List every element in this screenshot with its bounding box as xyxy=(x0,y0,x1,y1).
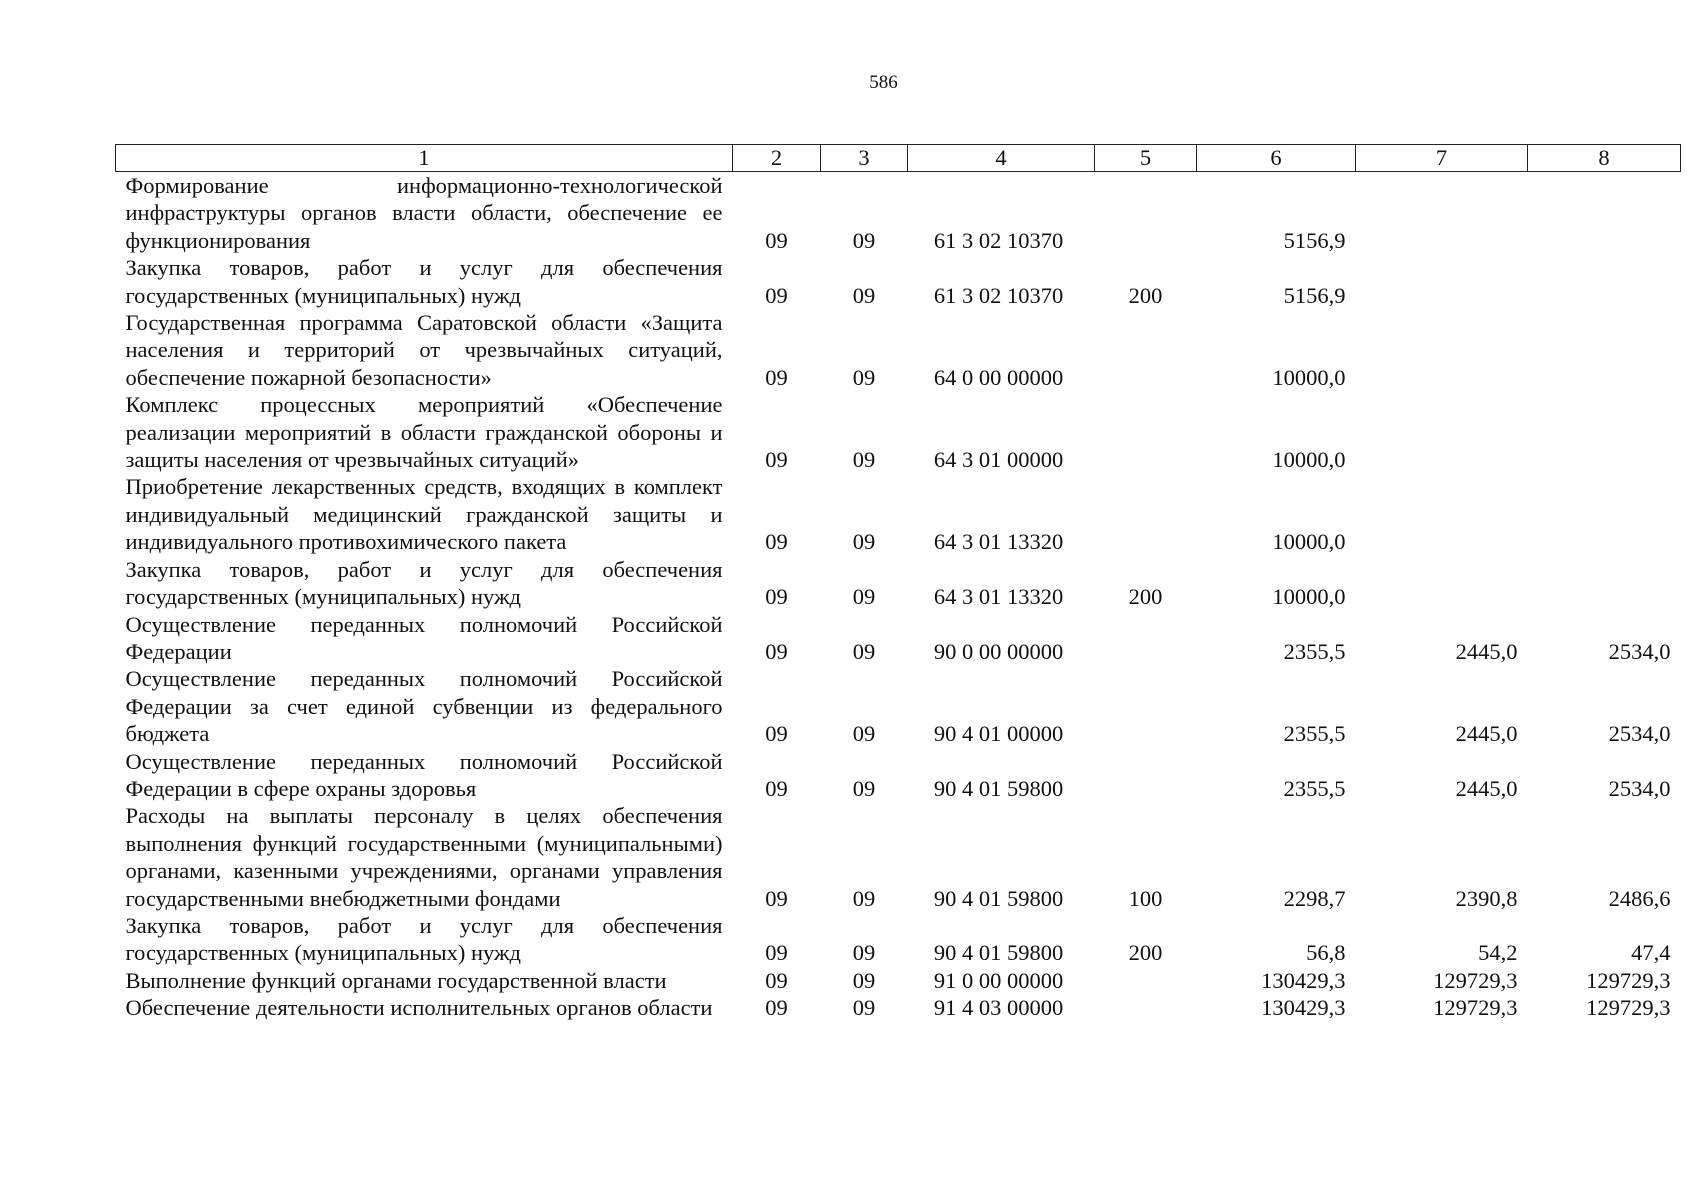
expense-name-cell: Выполнение функций органами государственной власти xyxy=(125,967,667,993)
column-header: 2 xyxy=(733,145,821,172)
section-code-cell: 09 xyxy=(765,447,788,473)
page-number: 586 xyxy=(869,72,898,93)
subsection-code-cell: 09 xyxy=(852,967,876,993)
expense-name-cell: Расходы на выплаты персоналу в целях обеспечения выполнения функций государственными (муниципальными) органами, казенными учреждениями, органами управления государственными внебюджетными фондами xyxy=(125,803,723,911)
amount-col8-cell xyxy=(1528,254,1681,309)
table-row xyxy=(116,556,1681,611)
column-header: 3 xyxy=(821,145,908,172)
section-code-cell: 09 xyxy=(765,721,788,747)
expense-type-cell xyxy=(1095,391,1197,473)
expense-type-cell: 100 xyxy=(1128,885,1163,911)
subsection-code-cell: 09 xyxy=(852,940,876,966)
target-article-cell: 90 4 01 59800 xyxy=(933,885,1064,911)
table-row xyxy=(116,172,1681,255)
budget-table xyxy=(115,144,1681,1022)
subsection-code-cell: 09 xyxy=(852,638,876,664)
amount-col8-cell xyxy=(1528,556,1681,611)
amount-col6-cell: 10000,0 xyxy=(1272,529,1346,555)
column-header: 8 xyxy=(1528,145,1681,172)
target-article-cell: 64 0 00 00000 xyxy=(933,364,1064,390)
expense-type-cell: 200 xyxy=(1128,282,1163,308)
expense-name-cell: Закупка товаров, работ и услуг для обеспечения государственных (муниципальных) нужд xyxy=(125,912,723,966)
amount-col8-cell: 2534,0 xyxy=(1608,638,1671,664)
target-article-cell: 61 3 02 10370 xyxy=(933,282,1064,308)
column-header: 5 xyxy=(1095,145,1197,172)
expense-name-cell: Закупка товаров, работ и услуг для обеспечения государственных (муниципальных) нужд xyxy=(125,255,723,308)
amount-col7-cell: 2390,8 xyxy=(1455,885,1518,911)
subsection-code-cell: 09 xyxy=(852,447,876,473)
expense-type-cell: 200 xyxy=(1128,584,1163,610)
amount-col6-cell: 56,8 xyxy=(1306,940,1346,966)
amount-col8-cell: 2486,6 xyxy=(1608,885,1671,911)
amount-col8-cell xyxy=(1528,172,1681,255)
amount-col7-cell: 129729,3 xyxy=(1433,995,1518,1021)
expense-type-cell xyxy=(1095,748,1197,803)
amount-col7-cell: 54,2 xyxy=(1478,940,1518,966)
amount-col8-cell: 2534,0 xyxy=(1608,721,1671,747)
section-code-cell: 09 xyxy=(765,775,788,801)
subsection-code-cell: 09 xyxy=(852,227,876,253)
table-row xyxy=(116,912,1681,967)
expense-name-cell: Обеспечение деятельности исполнительных органов области xyxy=(125,995,713,1021)
amount-col7-cell xyxy=(1356,254,1528,309)
amount-col8-cell xyxy=(1528,473,1681,555)
expense-name-cell: Формирование информационно-технологической инфраструктуры органов власти области, обеспечение ее функционирования xyxy=(125,173,723,253)
section-code-cell: 09 xyxy=(765,529,788,555)
amount-col6-cell: 2355,5 xyxy=(1283,638,1346,664)
subsection-code-cell: 09 xyxy=(852,721,876,747)
amount-col6-cell: 130429,3 xyxy=(1261,967,1346,993)
section-code-cell: 09 xyxy=(765,638,788,664)
amount-col7-cell: 2445,0 xyxy=(1455,775,1518,801)
amount-col8-cell: 2534,0 xyxy=(1608,775,1671,801)
amount-col6-cell: 2355,5 xyxy=(1283,775,1346,801)
amount-col6-cell: 5156,9 xyxy=(1283,282,1346,308)
target-article-cell: 90 0 00 00000 xyxy=(933,638,1064,664)
subsection-code-cell: 09 xyxy=(852,529,876,555)
expense-type-cell xyxy=(1095,611,1197,666)
amount-col7-cell xyxy=(1356,172,1528,255)
section-code-cell: 09 xyxy=(765,282,788,308)
expense-type-cell xyxy=(1095,967,1197,994)
amount-col6-cell: 10000,0 xyxy=(1272,447,1346,473)
amount-col7-cell: 2445,0 xyxy=(1455,721,1518,747)
target-article-cell: 61 3 02 10370 xyxy=(933,227,1064,253)
table-row xyxy=(116,994,1681,1021)
amount-col6-cell: 2355,5 xyxy=(1283,721,1346,747)
amount-col7-cell xyxy=(1356,309,1528,391)
table-row xyxy=(116,473,1681,555)
section-code-cell: 09 xyxy=(765,227,788,253)
expense-type-cell xyxy=(1095,309,1197,391)
subsection-code-cell: 09 xyxy=(852,995,876,1021)
target-article-cell: 90 4 01 00000 xyxy=(933,721,1064,747)
amount-col6-cell: 5156,9 xyxy=(1283,227,1346,253)
target-article-cell: 91 0 00 00000 xyxy=(933,967,1064,993)
amount-col7-cell: 129729,3 xyxy=(1433,967,1518,993)
section-code-cell: 09 xyxy=(765,967,788,993)
subsection-code-cell: 09 xyxy=(852,364,876,390)
amount-col6-cell: 130429,3 xyxy=(1261,995,1346,1021)
table-row xyxy=(116,254,1681,309)
expense-type-cell xyxy=(1095,172,1197,255)
section-code-cell: 09 xyxy=(765,995,788,1021)
column-header: 7 xyxy=(1356,145,1528,172)
target-article-cell: 64 3 01 13320 xyxy=(933,584,1064,610)
table-header-row xyxy=(116,145,1681,172)
table-row xyxy=(116,391,1681,473)
column-header: 1 xyxy=(116,145,733,172)
section-code-cell: 09 xyxy=(765,364,788,390)
target-article-cell: 91 4 03 00000 xyxy=(933,995,1064,1021)
section-code-cell: 09 xyxy=(765,885,788,911)
table-row xyxy=(116,967,1681,994)
expense-name-cell: Осуществление переданных полномочий Российской Федерации xyxy=(125,611,723,664)
target-article-cell: 90 4 01 59800 xyxy=(933,775,1064,801)
expense-type-cell xyxy=(1095,473,1197,555)
table-row xyxy=(116,802,1681,912)
column-header: 6 xyxy=(1197,145,1356,172)
expense-type-cell xyxy=(1095,994,1197,1021)
expense-name-cell: Приобретение лекарственных средств, входящих в комплект индивидуальный медицинский гражданской защиты и индивидуального противохимического пакета xyxy=(125,474,723,555)
subsection-code-cell: 09 xyxy=(852,282,876,308)
amount-col8-cell: 47,4 xyxy=(1631,940,1671,966)
expense-type-cell xyxy=(1095,665,1197,747)
expense-name-cell: Осуществление переданных полномочий Российской Федерации в сфере охраны здоровья xyxy=(125,748,723,801)
amount-col7-cell: 2445,0 xyxy=(1455,638,1518,664)
table-row xyxy=(116,309,1681,391)
expense-name-cell: Закупка товаров, работ и услуг для обеспечения государственных (муниципальных) нужд xyxy=(125,556,723,610)
amount-col7-cell xyxy=(1356,473,1528,555)
expense-name-cell: Государственная программа Саратовской области «Защита населения и территорий от чрезвычайных ситуаций, обеспечение пожарной безопасности» xyxy=(125,310,723,390)
subsection-code-cell: 09 xyxy=(852,775,876,801)
amount-col6-cell: 10000,0 xyxy=(1272,584,1346,610)
expense-type-cell: 200 xyxy=(1128,940,1163,966)
amount-col6-cell: 2298,7 xyxy=(1283,885,1346,911)
subsection-code-cell: 09 xyxy=(852,885,876,911)
target-article-cell: 64 3 01 13320 xyxy=(933,529,1064,555)
table-body xyxy=(116,172,1681,1022)
subsection-code-cell: 09 xyxy=(852,584,876,610)
amount-col8-cell xyxy=(1528,309,1681,391)
amount-col8-cell: 129729,3 xyxy=(1586,967,1671,993)
section-code-cell: 09 xyxy=(765,940,788,966)
amount-col6-cell: 10000,0 xyxy=(1272,364,1346,390)
target-article-cell: 90 4 01 59800 xyxy=(933,940,1064,966)
amount-col7-cell xyxy=(1356,556,1528,611)
expense-name-cell: Комплекс процессных мероприятий «Обеспечение реализации мероприятий в области гражданской обороны и защиты населения от чрезвычайных ситуаций» xyxy=(125,392,723,473)
target-article-cell: 64 3 01 00000 xyxy=(933,447,1064,473)
expense-name-cell: Осуществление переданных полномочий Российской Федерации за счет единой субвенции из федерального бюджета xyxy=(125,666,723,747)
amount-col8-cell xyxy=(1528,391,1681,473)
amount-col8-cell: 129729,3 xyxy=(1586,995,1671,1021)
table-row xyxy=(116,611,1681,666)
amount-col7-cell xyxy=(1356,391,1528,473)
column-header: 4 xyxy=(908,145,1095,172)
table-row xyxy=(116,665,1681,747)
table-row xyxy=(116,748,1681,803)
section-code-cell: 09 xyxy=(765,584,788,610)
